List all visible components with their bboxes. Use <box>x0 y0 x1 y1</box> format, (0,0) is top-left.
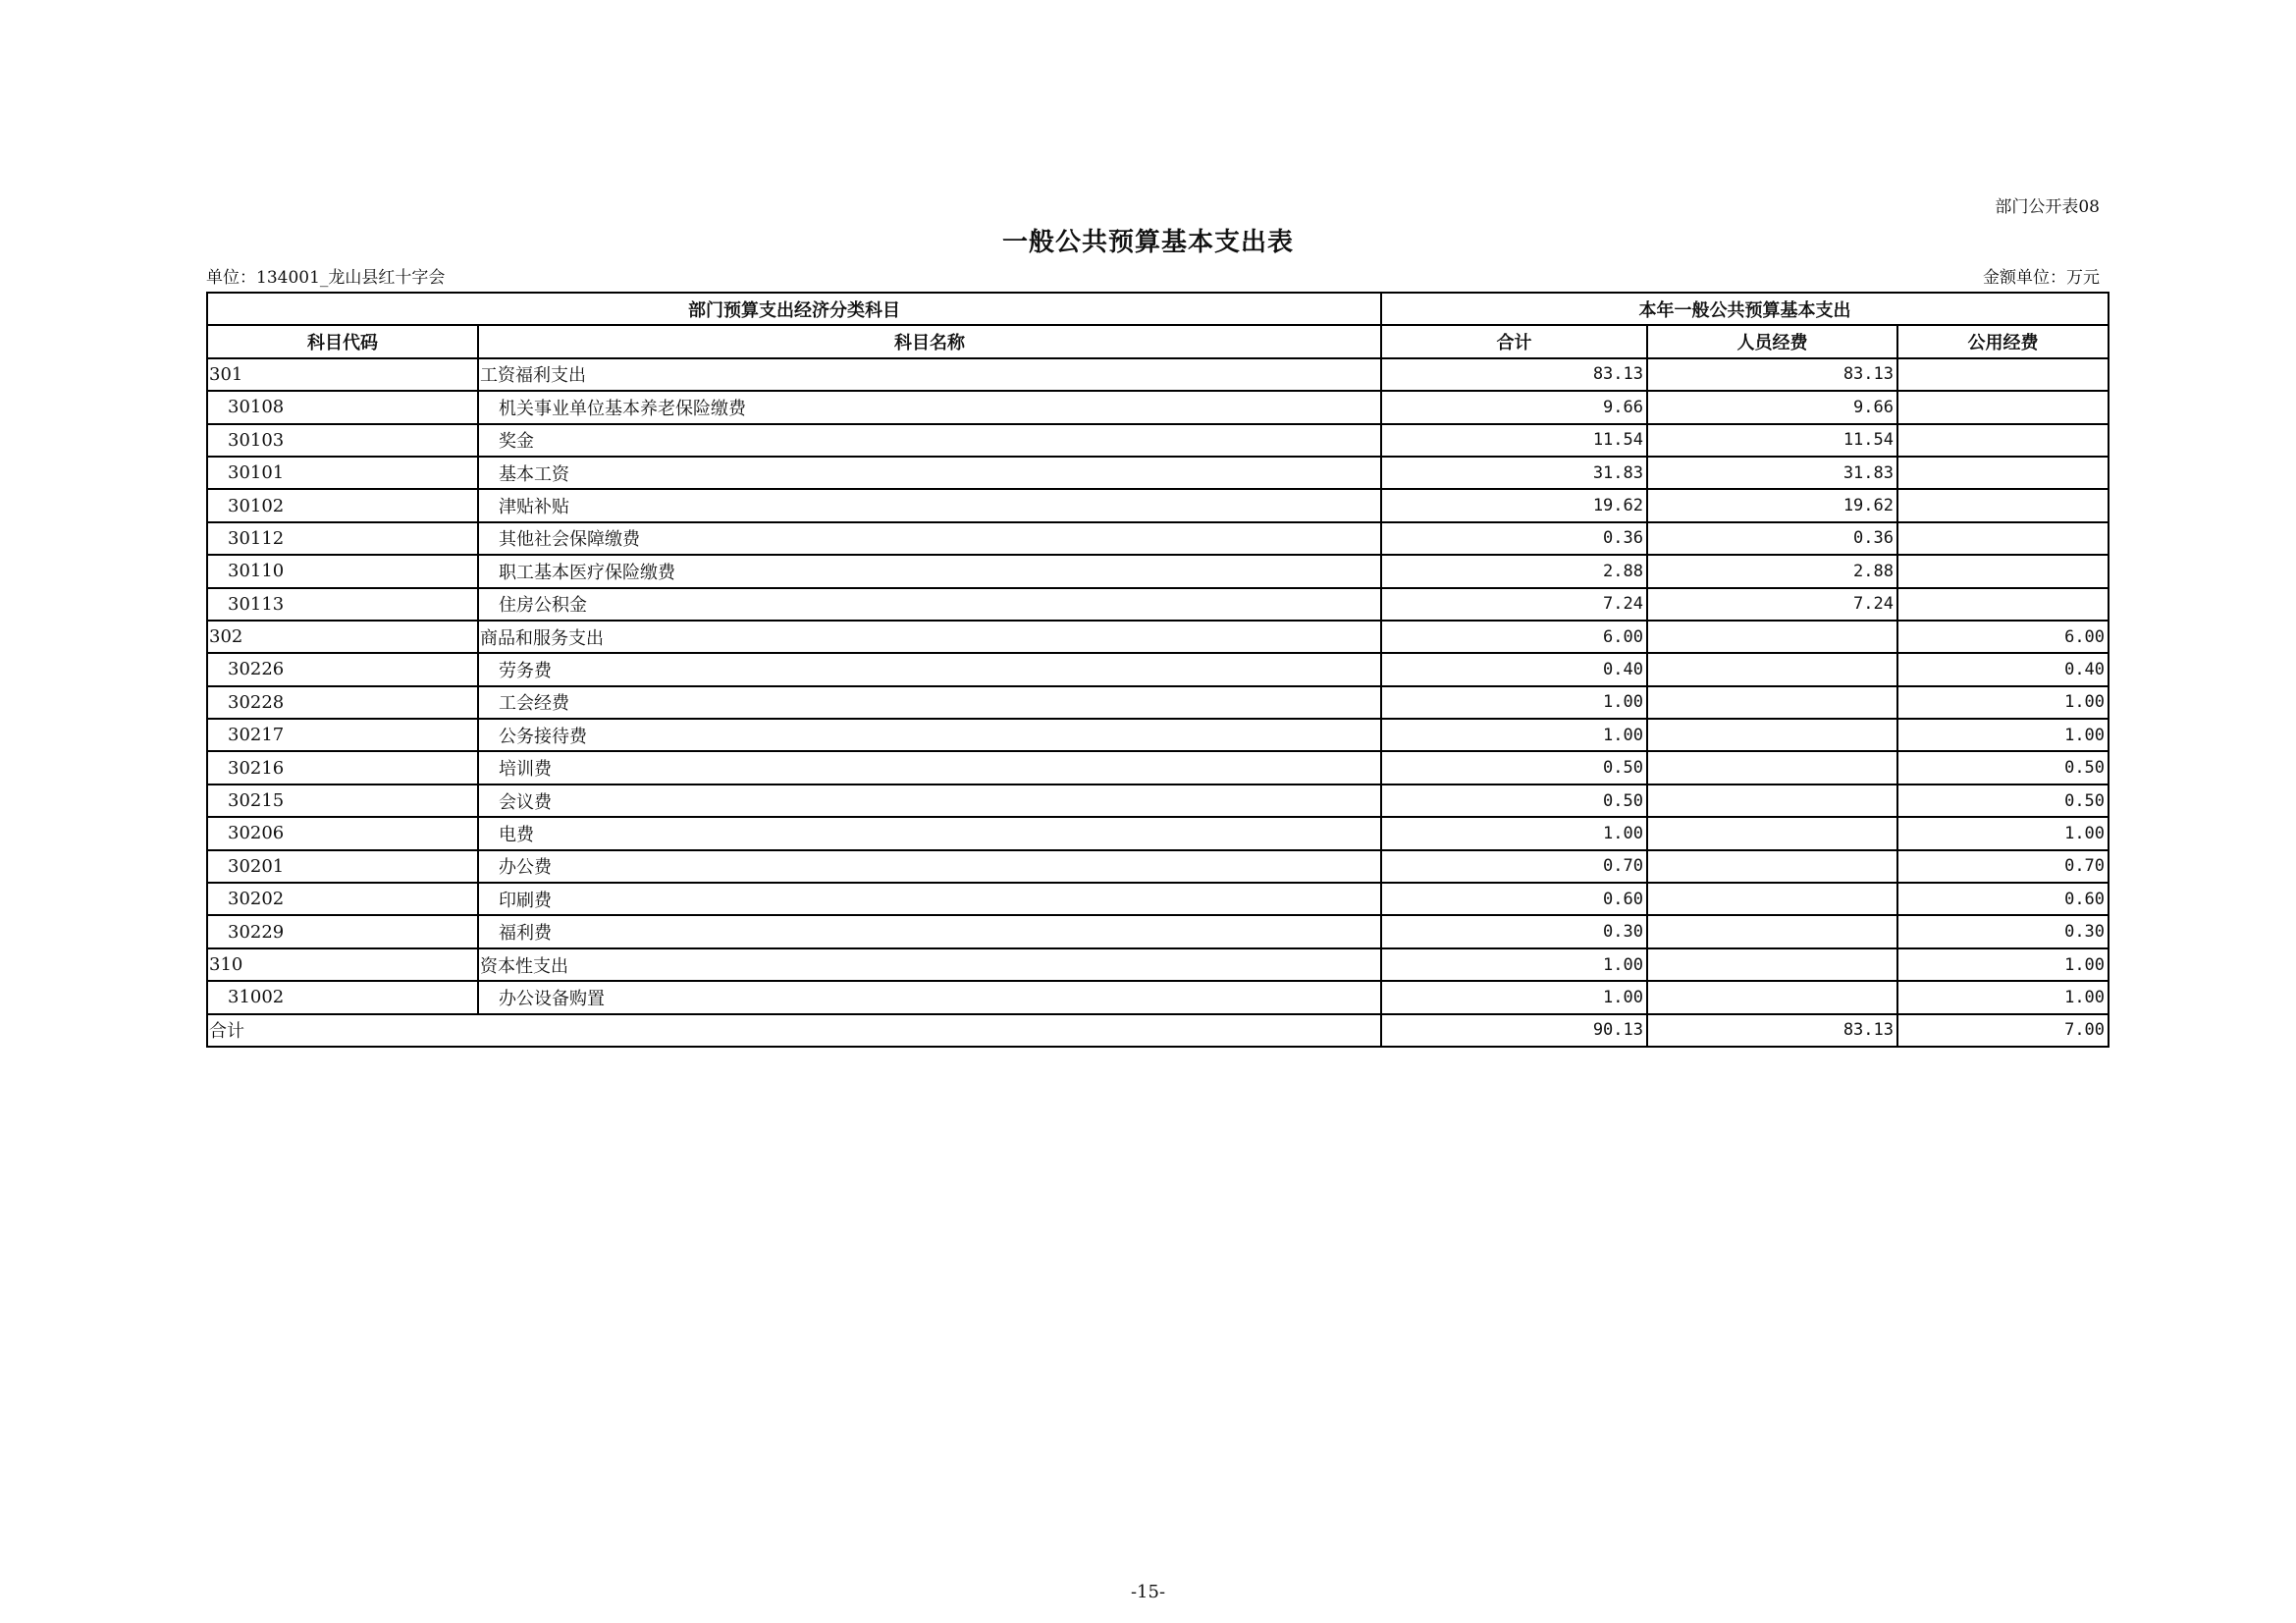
row-public <box>1897 424 2109 457</box>
table-row <box>207 751 2109 784</box>
row-name: 培训费 <box>478 751 1381 784</box>
row-public: 0.40 <box>1897 653 2109 685</box>
row-total: 2.88 <box>1381 555 1647 587</box>
row-name: 劳务费 <box>478 653 1381 685</box>
row-personnel: 0.36 <box>1647 522 1897 555</box>
row-public <box>1897 522 2109 555</box>
row-public: 6.00 <box>1897 621 2109 653</box>
total-public: 7.00 <box>1897 1014 2109 1047</box>
row-personnel <box>1647 817 1897 849</box>
row-total: 1.00 <box>1381 981 1647 1013</box>
row-personnel <box>1647 915 1897 947</box>
table-row <box>207 784 2109 817</box>
total-label: 合计 <box>207 1014 1381 1047</box>
table-row <box>207 653 2109 685</box>
row-name: 会议费 <box>478 784 1381 817</box>
row-total: 0.50 <box>1381 784 1647 817</box>
table-row <box>207 621 2109 653</box>
row-public: 1.00 <box>1897 686 2109 719</box>
row-public: 1.00 <box>1897 817 2109 849</box>
row-public: 1.00 <box>1897 948 2109 981</box>
row-public: 0.50 <box>1897 784 2109 817</box>
row-personnel <box>1647 850 1897 883</box>
row-code: 30202 <box>207 883 478 915</box>
row-name: 其他社会保障缴费 <box>478 522 1381 555</box>
column-header-row <box>207 325 2109 357</box>
row-total: 31.83 <box>1381 457 1647 489</box>
row-name: 工会经费 <box>478 686 1381 719</box>
row-code: 301 <box>207 358 478 391</box>
form-number: 部门公开表08 <box>1995 197 2100 217</box>
row-public <box>1897 555 2109 587</box>
table-row <box>207 588 2109 621</box>
row-total: 6.00 <box>1381 621 1647 653</box>
table-row <box>207 358 2109 391</box>
row-personnel: 19.62 <box>1647 489 1897 521</box>
row-total: 0.70 <box>1381 850 1647 883</box>
row-personnel: 31.83 <box>1647 457 1897 489</box>
row-personnel <box>1647 621 1897 653</box>
row-public <box>1897 588 2109 621</box>
row-total: 19.62 <box>1381 489 1647 521</box>
row-code: 30110 <box>207 555 478 587</box>
row-code: 30217 <box>207 719 478 751</box>
row-code: 30226 <box>207 653 478 685</box>
row-name: 职工基本医疗保险缴费 <box>478 555 1381 587</box>
total-row <box>207 1014 2109 1047</box>
row-public: 0.70 <box>1897 850 2109 883</box>
table-row <box>207 555 2109 587</box>
unit-label: 单位：134001_龙山县红十字会 <box>206 268 446 288</box>
row-public <box>1897 457 2109 489</box>
row-personnel <box>1647 719 1897 751</box>
table-row <box>207 883 2109 915</box>
row-name: 办公费 <box>478 850 1381 883</box>
row-total: 9.66 <box>1381 391 1647 423</box>
row-public: 1.00 <box>1897 719 2109 751</box>
amount-unit-label: 金额单位：万元 <box>1983 268 2100 288</box>
row-code: 310 <box>207 948 478 981</box>
row-code: 30108 <box>207 391 478 423</box>
row-public: 0.60 <box>1897 883 2109 915</box>
row-personnel: 83.13 <box>1647 358 1897 391</box>
row-personnel <box>1647 948 1897 981</box>
group-header-row <box>207 293 2109 325</box>
table-row <box>207 489 2109 521</box>
row-public: 1.00 <box>1897 981 2109 1013</box>
row-total: 7.24 <box>1381 588 1647 621</box>
page-title: 一般公共预算基本支出表 <box>1001 228 1294 257</box>
table-row <box>207 981 2109 1013</box>
row-name: 基本工资 <box>478 457 1381 489</box>
row-code: 30102 <box>207 489 478 521</box>
row-code: 302 <box>207 621 478 653</box>
column-header-personnel: 人员经费 <box>1647 325 1897 357</box>
row-total: 1.00 <box>1381 719 1647 751</box>
row-personnel: 7.24 <box>1647 588 1897 621</box>
row-name: 公务接待费 <box>478 719 1381 751</box>
table-row <box>207 424 2109 457</box>
row-public <box>1897 489 2109 521</box>
row-name: 机关事业单位基本养老保险缴费 <box>478 391 1381 423</box>
row-personnel <box>1647 686 1897 719</box>
row-name: 印刷费 <box>478 883 1381 915</box>
total-amount: 90.13 <box>1381 1014 1647 1047</box>
table-row <box>207 719 2109 751</box>
row-code: 30206 <box>207 817 478 849</box>
row-code: 30228 <box>207 686 478 719</box>
table-row <box>207 457 2109 489</box>
row-public <box>1897 358 2109 391</box>
group-header-classification: 部门预算支出经济分类科目 <box>207 293 1381 325</box>
table-row <box>207 391 2109 423</box>
row-code: 30215 <box>207 784 478 817</box>
row-code: 30103 <box>207 424 478 457</box>
row-code: 30101 <box>207 457 478 489</box>
column-header-code: 科目代码 <box>207 325 478 357</box>
row-code: 30201 <box>207 850 478 883</box>
row-name: 商品和服务支出 <box>478 621 1381 653</box>
total-personnel: 83.13 <box>1647 1014 1897 1047</box>
row-personnel: 9.66 <box>1647 391 1897 423</box>
row-name: 电费 <box>478 817 1381 849</box>
row-name: 办公设备购置 <box>478 981 1381 1013</box>
row-name: 福利费 <box>478 915 1381 947</box>
column-header-public: 公用经费 <box>1897 325 2109 357</box>
row-total: 11.54 <box>1381 424 1647 457</box>
table-row <box>207 522 2109 555</box>
table-row <box>207 686 2109 719</box>
row-personnel <box>1647 784 1897 817</box>
row-total: 83.13 <box>1381 358 1647 391</box>
row-code: 31002 <box>207 981 478 1013</box>
row-public: 0.30 <box>1897 915 2109 947</box>
row-personnel <box>1647 751 1897 784</box>
row-code: 30112 <box>207 522 478 555</box>
row-public <box>1897 391 2109 423</box>
row-total: 0.60 <box>1381 883 1647 915</box>
row-code: 30229 <box>207 915 478 947</box>
row-code: 30216 <box>207 751 478 784</box>
table-row <box>207 817 2109 849</box>
row-public: 0.50 <box>1897 751 2109 784</box>
row-total: 0.30 <box>1381 915 1647 947</box>
group-header-expenditure: 本年一般公共预算基本支出 <box>1381 293 2109 325</box>
column-header-name: 科目名称 <box>478 325 1381 357</box>
row-total: 0.40 <box>1381 653 1647 685</box>
row-total: 1.00 <box>1381 948 1647 981</box>
row-total: 1.00 <box>1381 817 1647 849</box>
row-total: 0.36 <box>1381 522 1647 555</box>
column-header-total: 合计 <box>1381 325 1647 357</box>
row-name: 奖金 <box>478 424 1381 457</box>
row-name: 工资福利支出 <box>478 358 1381 391</box>
row-personnel <box>1647 883 1897 915</box>
page-number: -15- <box>1130 1582 1166 1602</box>
row-personnel: 2.88 <box>1647 555 1897 587</box>
row-total: 0.50 <box>1381 751 1647 784</box>
table-row <box>207 948 2109 981</box>
row-name: 资本性支出 <box>478 948 1381 981</box>
table-row <box>207 850 2109 883</box>
row-name: 住房公积金 <box>478 588 1381 621</box>
row-personnel <box>1647 653 1897 685</box>
row-personnel: 11.54 <box>1647 424 1897 457</box>
row-total: 1.00 <box>1381 686 1647 719</box>
row-code: 30113 <box>207 588 478 621</box>
row-personnel <box>1647 981 1897 1013</box>
table-row <box>207 915 2109 947</box>
budget-table <box>206 292 2109 1048</box>
row-name: 津贴补贴 <box>478 489 1381 521</box>
table-body <box>207 358 2109 1014</box>
